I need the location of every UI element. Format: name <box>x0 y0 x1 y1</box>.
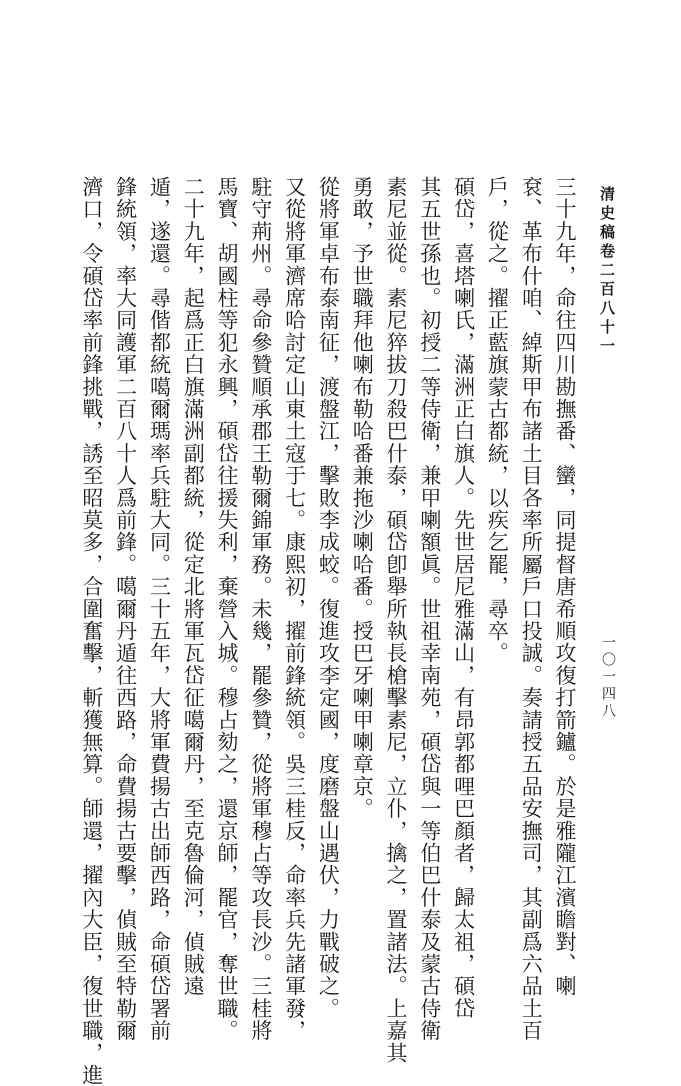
text-column-8: 從將軍卓布泰南征，渡盤江，擊敗李成蛟。復進攻李定國，度磨盤山遇伏，力戰破之。 <box>316 176 341 1020</box>
text-column-4: 碩岱，喜塔喇氏，滿洲正白旗人。先世居尼雅滿山，有昂郭都哩巴顏者，歸太祖，碩岱 <box>451 176 476 1020</box>
text-column-15: 濟口，令碩岱率前鋒挑戰，誘至昭莫多，合圍奮擊，斬獲無算。師還，擢內大臣，復世職，進 <box>79 176 104 1086</box>
text-column-12: 二十九年，起爲正白旗滿洲副都統，從定北將軍瓦岱征噶爾丹，至克魯倫河，偵賊遠 <box>181 176 206 998</box>
text-column-9: 又從將軍濟席哈討定山東土寇于七。康熙初，擢前鋒統領。吳三桂反，命率兵先諸軍發， <box>282 176 307 1042</box>
text-column-14: 鋒統領，率大同護軍二百八十人爲前鋒。噶爾丹遁往西路，命費揚古要擊，偵賊至特勒爾 <box>113 176 138 1042</box>
text-column-10: 駐守荊州。尋命參贊順承郡王勒爾錦軍務。未幾，罷參贊，從將軍穆占等攻長沙。三桂將 <box>248 176 273 1042</box>
text-column-7: 勇敢，予世職拜他喇布勒哈番兼拖沙喇哈番。授巴牙喇甲喇章京。 <box>350 176 375 820</box>
text-column-5: 其五世孫也。初授二等侍衛，兼甲喇額眞。世祖幸南苑，碩岱與一等伯巴什泰及蒙古侍衛 <box>417 176 442 1042</box>
text-column-11: 馬寶、胡國柱等犯永興，碩岱往援失利，棄營入城。穆占劾之，還京師，罷官，奪世職。 <box>215 176 240 1042</box>
text-column-2: 袞、革布什咱、綽斯甲布諸土目各率所屬戶口投誠。奏請授五品安撫司，其副爲六品土百 <box>519 176 544 1042</box>
running-header-title: 清史稿卷二百八十一 <box>598 186 616 357</box>
text-column-3: 戶，從之。擢正藍旗蒙古都統，以疾乞罷，尋卒。 <box>485 176 510 665</box>
text-column-6: 素尼並從。素尼猝拔刀殺巴什泰，碩岱卽舉所執長槍擊素尼，立仆，擒之，置諸法。上嘉其 <box>384 176 409 1064</box>
text-column-13: 遁，遂還。尋偕都統噶爾瑪率兵駐大同。三十五年，大將軍費揚古出師西路，命碩岱署前 <box>147 176 172 1042</box>
body-text <box>79 176 581 1086</box>
text-column-1: 三十九年，命往四川勘撫番、蠻，同提督唐希順攻復打箭鑪。於是雅隴江濱瞻對、喇 <box>553 176 577 998</box>
page-number: 一〇一四八 <box>600 635 616 720</box>
